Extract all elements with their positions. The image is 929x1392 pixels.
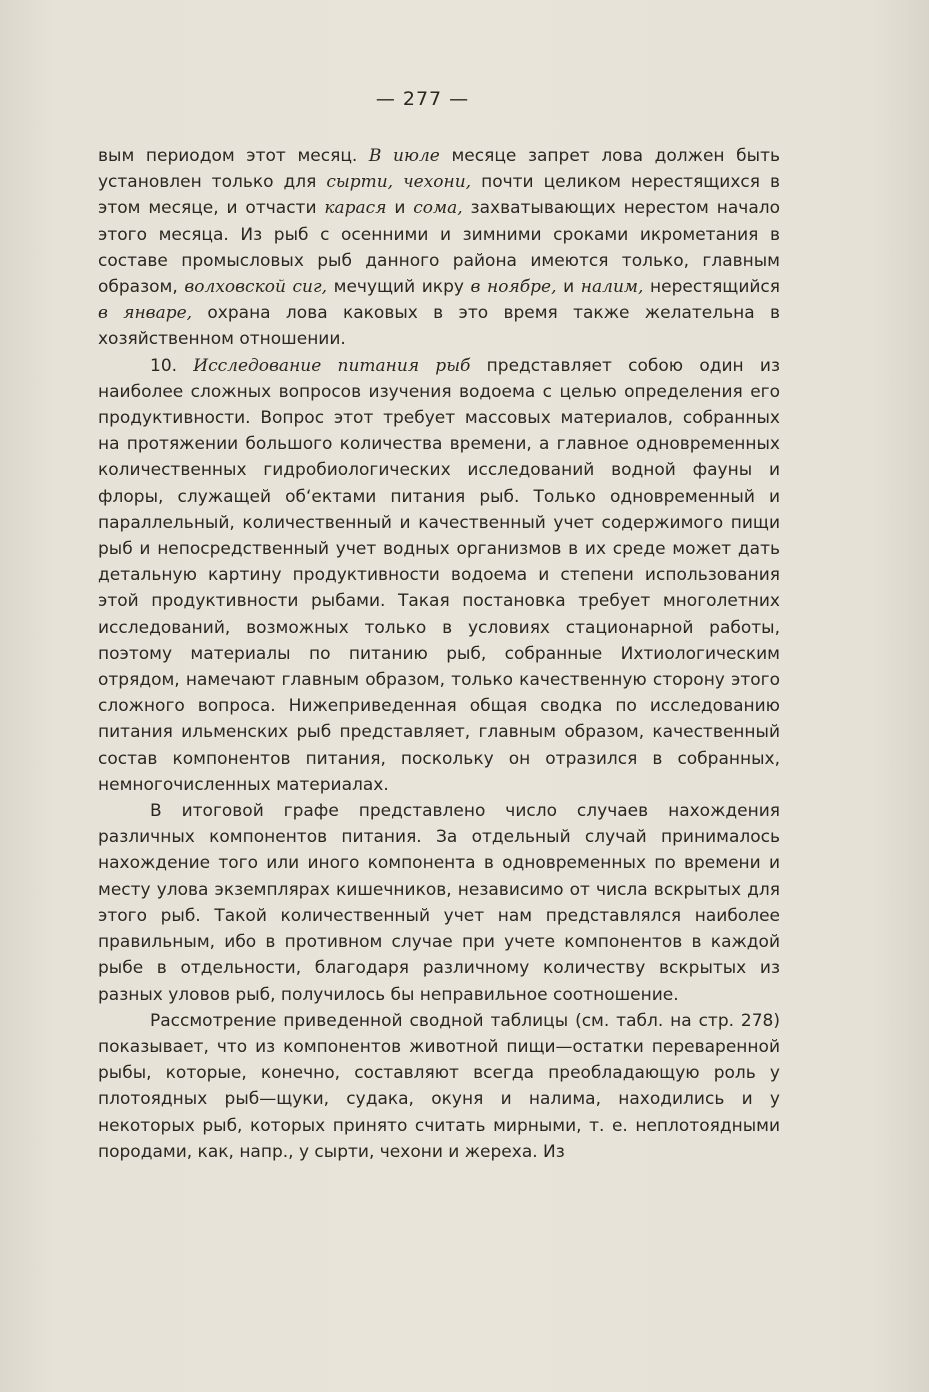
italic-text-run: в ноябре, — [470, 277, 557, 298]
italic-text-run: сырти, — [326, 172, 394, 193]
text-run: представляет собою один из наиболее сложных вопросов изучения водоема с целью определения его продуктивности. Вопрос этот требует массовых материалов, собранных на протяжении большого количества времени, а главное одновременных количественных гидробиологических исследований водной фауны и флоры, служащей об‘ектами питания рыб. Только одновременный и параллельный, количественный и качественный учет содержимого пищи рыб и непосредственный учет водных организмов в их среде может дать детальную картину продуктивности водоема и степени использования этой продуктивности рыбами. Такая постановка требует многолетних исследований, возможных только в условиях стационарной работы, поэтому материалы по питанию рыб, собранные Ихтиологическим отрядом, намечают главным образом, только качественную сторону этого сложного вопроса. Нижеприведенная общая сводка по исследованию питания ильменских рыб представляет, главным образом, качественный состав компонентов питания, поскольку он отразился в собранных, немногочисленных материалах. — [98, 355, 780, 795]
text-run: 10. — [150, 355, 194, 376]
text-run: почти целиком нерестящихся в этом месяце, и отчасти — [98, 172, 780, 219]
italic-text-run: в январе, — [98, 303, 193, 324]
paragraph-2 — [98, 353, 780, 798]
text-run: В итоговой графе представлено число случаев нахождения различных компонентов питания. За отдельный случай принималось нахождение того или иного компонента в одновременных по времени и месту улова экземплярах кишечников, независимо от числа вскрытых для этого рыб. Такой количественный учет нам представлялся наиболее правильным, ибо в противном случае при учете компонентов в каждой рыбе в отдельности, благодаря различному количеству вскрытых из разных уловов рыб, получилось бы неправильное соотношение. — [98, 801, 780, 1005]
text-run: и — [386, 198, 414, 219]
text-run: охрана лова каковых в это время также желательна в хозяйственном отношении. — [98, 303, 780, 350]
italic-text-run: чехони, — [403, 172, 472, 193]
paragraph-3 — [98, 798, 780, 1008]
italic-text-run: волховской сиг, — [184, 277, 328, 298]
text-run — [393, 172, 403, 192]
text-run: и — [556, 277, 581, 298]
page-number: — 277 — — [375, 88, 470, 110]
text-run: вым периодом этот месяц. — [98, 146, 369, 166]
body-text — [98, 143, 780, 1165]
italic-text-run: Исследование питания рыб — [193, 355, 471, 376]
text-run: нерестящийся — [643, 277, 780, 298]
italic-text-run: сома, — [413, 198, 463, 219]
text-run: месяце запрет лова должен быть установлен только для — [98, 146, 781, 193]
text-run: мечущий икру — [327, 277, 471, 298]
text-run: захватывающих нерестом начало этого месяца. Из рыб с осенними и зимними сроками икрометания в составе промысловых рыб данного района имеются только, главным образом, — [98, 198, 781, 298]
italic-text-run: В июле — [368, 146, 440, 166]
italic-text-run: карася — [324, 198, 387, 219]
paragraph-1 — [98, 143, 780, 353]
paragraph-4 — [98, 1008, 780, 1165]
italic-text-run: налим, — [580, 277, 644, 298]
text-run: Рассмотрение приведенной сводной таблицы (см. табл. на стр. 278) показывает, что из компонентов животной пищи—остатки переваренной рыбы, которые, конечно, составляют всегда преобладающую роль у плотоядных рыб—щуки, судака, окуня и налима, находились и у некоторых рыб, которых принято считать мирными, т. е. неплотоядными породами, как, напр., у сырти, чехони и жереха. Из — [98, 1010, 780, 1162]
